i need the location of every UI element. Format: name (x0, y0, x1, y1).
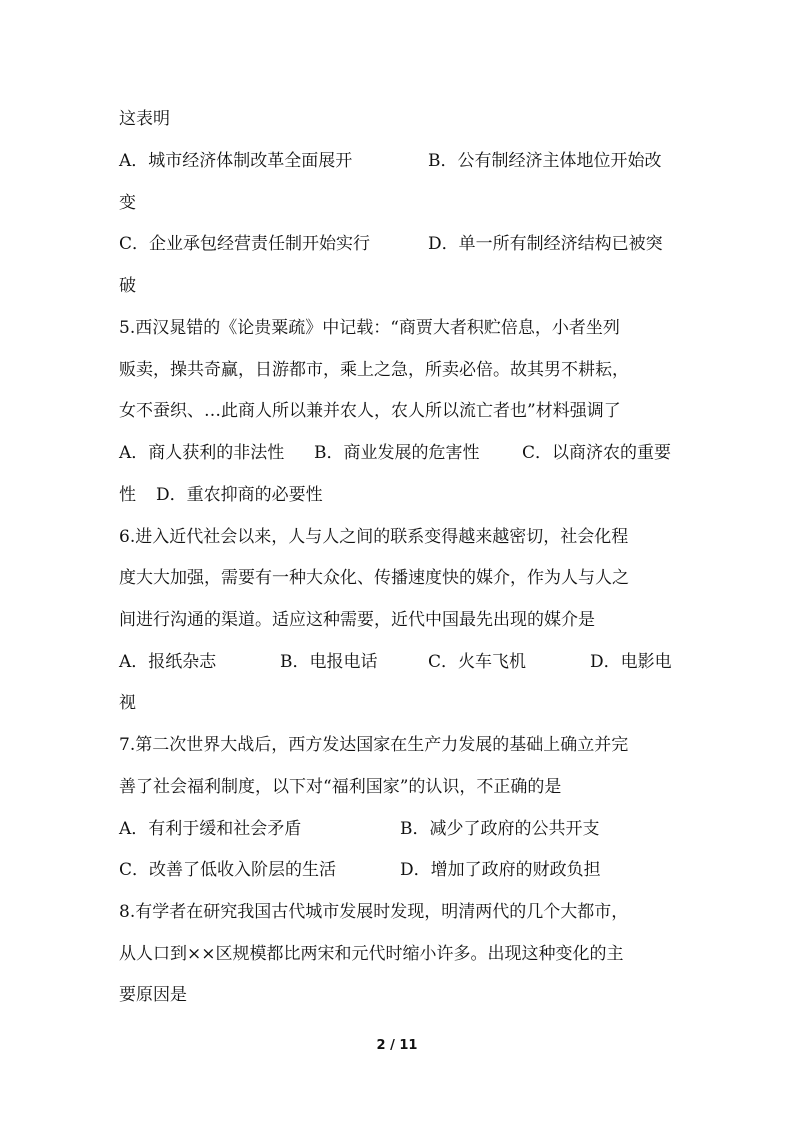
q6-stem-line-1: 6.进入近代社会以来，人与人之间的联系变得越来越密切，社会化程 (119, 527, 629, 547)
q7-option-a: A．有利于缓和社会矛盾 (119, 819, 302, 839)
q5-option-c: C．以商济农的重要 (522, 443, 672, 463)
page-number: 2 / 11 (376, 1038, 418, 1053)
q8-stem-line-3: 要原因是 (119, 985, 187, 1005)
q7-stem-line-1: 7.第二次世界大战后，西方发达国家在生产力发展的基础上确立并完 (119, 735, 629, 755)
q8-stem-line-2: 从人口到××区规模都比两宋和元代时缩小许多。出现这种变化的主 (119, 944, 624, 964)
q7-option-c: C．改善了低收入阶层的生活 (119, 860, 337, 880)
q6-option-d-cont: 视 (119, 693, 136, 713)
q4-option-b-cont: 变 (119, 193, 136, 213)
q6-option-d: D．电影电 (590, 652, 672, 672)
q6-option-c: C．火车飞机 (428, 652, 527, 672)
q4-option-d-cont: 破 (119, 276, 136, 296)
q4-option-c: C．企业承包经营责任制开始实行 (119, 234, 371, 254)
q6-stem-line-3: 间进行沟通的渠道。适应这种需要，近代中国最先出现的媒介是 (119, 610, 595, 630)
q7-option-d: D．增加了政府的财政负担 (400, 860, 601, 880)
q5-option-d: D．重农抑商的必要性 (156, 485, 323, 505)
q5-option-c-cont: 性 (119, 485, 136, 505)
q6-stem-line-2: 度大大加强，需要有一种大众化、传播速度快的媒介，作为人与人之 (119, 568, 629, 588)
q7-stem-line-2: 善了社会福利制度，以下对“福利国家”的认识，不正确的是 (119, 777, 562, 797)
q5-stem-line-2: 贩卖，操共奇赢，日游都市，乘上之急，所卖必倍。故其男不耕耘， (119, 360, 629, 380)
q6-option-a: A．报纸杂志 (119, 652, 217, 672)
q4-option-a: A．城市经济体制改革全面展开 (119, 151, 353, 171)
q7-option-b: B．减少了政府的公共开支 (400, 819, 600, 839)
q8-stem-line-1: 8.有学者在研究我国古代城市发展时发现，明清两代的几个大都市， (119, 902, 629, 922)
q4-stem-end: 这表明 (119, 109, 170, 129)
q5-stem-line-3: 女不蚕织、…此商人所以兼并农人，农人所以流亡者也”材料强调了 (119, 401, 621, 421)
q6-option-b: B．电报电话 (280, 652, 378, 672)
q4-option-b: B．公有制经济主体地位开始改 (428, 151, 662, 171)
q4-option-d: D．单一所有制经济结构已被突 (428, 234, 663, 254)
q5-option-b: B．商业发展的危害性 (314, 443, 480, 463)
q5-option-a: A．商人获利的非法性 (119, 443, 285, 463)
q5-stem-line-1: 5.西汉晁错的《论贵粟疏》中记载：“商贾大者积贮倍息，小者坐列 (119, 318, 620, 338)
